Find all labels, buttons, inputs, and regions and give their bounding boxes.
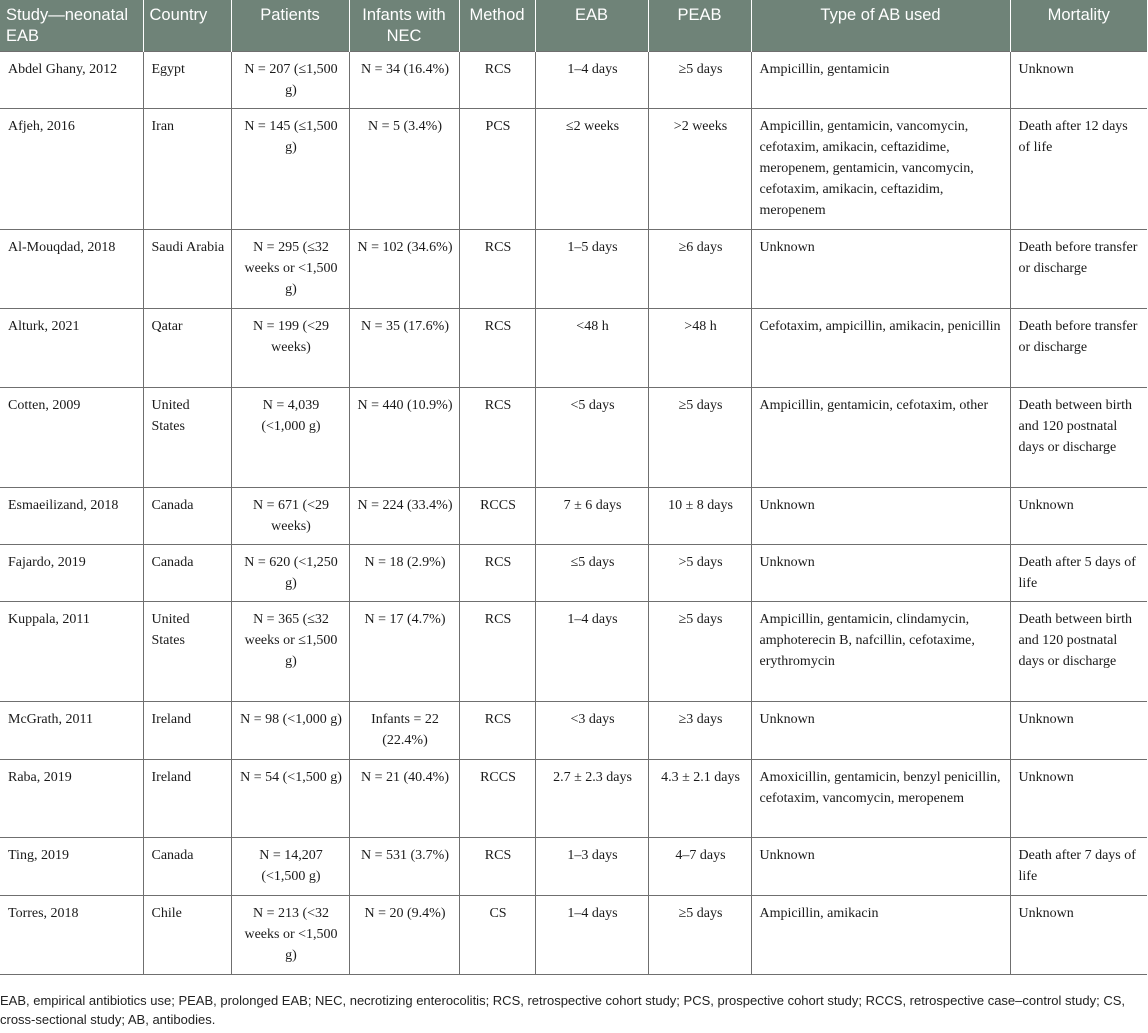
- infants-with-nec-cell: N = 18 (2.9%): [349, 545, 459, 602]
- table-row: [0, 388, 1147, 488]
- eab-cell: 1–4 days: [535, 602, 648, 702]
- eab-cell: 2.7 ± 2.3 days: [535, 760, 648, 838]
- patients-cell: N = 145 (≤1,500 g): [231, 109, 349, 230]
- infants-with-nec-cell: Infants = 22 (22.4%): [349, 702, 459, 760]
- peab-cell: ≥5 days: [648, 388, 751, 488]
- eab-cell: <48 h: [535, 309, 648, 388]
- type-of-ab-cell: Unknown: [751, 838, 1010, 896]
- eab-cell: ≤2 weeks: [535, 109, 648, 230]
- type-of-ab-cell: Cefotaxim, ampicillin, amikacin, penicillin: [751, 309, 1010, 388]
- method-cell: RCS: [459, 388, 535, 488]
- eab-cell: 1–3 days: [535, 838, 648, 896]
- type-of-ab-cell: Amoxicillin, gentamicin, benzyl penicillin, cefotaxim, vancomycin, meropenem: [751, 760, 1010, 838]
- mortality-cell: Death after 12 days of life: [1010, 109, 1147, 230]
- mortality-cell: Death between birth and 120 postnatal days or discharge: [1010, 388, 1147, 488]
- method-cell: RCCS: [459, 488, 535, 545]
- type-of-ab-cell: Ampicillin, gentamicin, clindamycin, amphoterecin B, nafcillin, cefotaxime, erythromycin: [751, 602, 1010, 702]
- peab-cell: ≥5 days: [648, 896, 751, 975]
- study-cell: Fajardo, 2019: [0, 545, 143, 602]
- header-method: Method: [459, 0, 535, 52]
- header-patients: Patients: [231, 0, 349, 52]
- infants-with-nec-cell: N = 17 (4.7%): [349, 602, 459, 702]
- peab-cell: ≥5 days: [648, 52, 751, 109]
- method-cell: RCS: [459, 545, 535, 602]
- peab-cell: >2 weeks: [648, 109, 751, 230]
- eab-cell: 1–4 days: [535, 52, 648, 109]
- mortality-cell: Death after 5 days of life: [1010, 545, 1147, 602]
- study-cell: Abdel Ghany, 2012: [0, 52, 143, 109]
- infants-with-nec-cell: N = 34 (16.4%): [349, 52, 459, 109]
- country-cell: Egypt: [143, 52, 231, 109]
- country-cell: Saudi Arabia: [143, 230, 231, 309]
- patients-cell: N = 365 (≤32 weeks or ≤1,500 g): [231, 602, 349, 702]
- header-peab: PEAB: [648, 0, 751, 52]
- patients-cell: N = 54 (<1,500 g): [231, 760, 349, 838]
- infants-with-nec-cell: N = 20 (9.4%): [349, 896, 459, 975]
- country-cell: United States: [143, 602, 231, 702]
- mortality-cell: Unknown: [1010, 760, 1147, 838]
- table-row: [0, 109, 1147, 230]
- header-mortality: Mortality: [1010, 0, 1147, 52]
- table-row: [0, 488, 1147, 545]
- country-cell: Qatar: [143, 309, 231, 388]
- peab-cell: 4.3 ± 2.1 days: [648, 760, 751, 838]
- mortality-cell: Unknown: [1010, 702, 1147, 760]
- method-cell: RCS: [459, 230, 535, 309]
- method-cell: PCS: [459, 109, 535, 230]
- country-cell: Chile: [143, 896, 231, 975]
- table-row: [0, 545, 1147, 602]
- patients-cell: N = 4,039 (<1,000 g): [231, 388, 349, 488]
- header-country: Country: [143, 0, 231, 52]
- header-type-of-ab: Type of AB used: [751, 0, 1010, 52]
- header-eab: EAB: [535, 0, 648, 52]
- eab-cell: <3 days: [535, 702, 648, 760]
- peab-cell: ≥5 days: [648, 602, 751, 702]
- type-of-ab-cell: Ampicillin, amikacin: [751, 896, 1010, 975]
- type-of-ab-cell: Ampicillin, gentamicin, cefotaxim, other: [751, 388, 1010, 488]
- patients-cell: N = 620 (<1,250 g): [231, 545, 349, 602]
- method-cell: CS: [459, 896, 535, 975]
- table-row: [0, 309, 1147, 388]
- mortality-cell: Unknown: [1010, 488, 1147, 545]
- infants-with-nec-cell: N = 5 (3.4%): [349, 109, 459, 230]
- eab-cell: <5 days: [535, 388, 648, 488]
- header-row: [0, 0, 1147, 52]
- peab-cell: ≥6 days: [648, 230, 751, 309]
- country-cell: Canada: [143, 838, 231, 896]
- infants-with-nec-cell: N = 224 (33.4%): [349, 488, 459, 545]
- table-row: [0, 896, 1147, 975]
- method-cell: RCS: [459, 602, 535, 702]
- eab-cell: 7 ± 6 days: [535, 488, 648, 545]
- study-cell: Ting, 2019: [0, 838, 143, 896]
- table-row: [0, 760, 1147, 838]
- header-infants-with-nec: Infants with NEC: [349, 0, 459, 52]
- mortality-cell: Unknown: [1010, 52, 1147, 109]
- patients-cell: N = 14,207 (<1,500 g): [231, 838, 349, 896]
- mortality-cell: Death between birth and 120 postnatal days or discharge: [1010, 602, 1147, 702]
- study-cell: Alturk, 2021: [0, 309, 143, 388]
- study-cell: Cotten, 2009: [0, 388, 143, 488]
- method-cell: RCCS: [459, 760, 535, 838]
- infants-with-nec-cell: N = 21 (40.4%): [349, 760, 459, 838]
- country-cell: Ireland: [143, 702, 231, 760]
- patients-cell: N = 199 (<29 weeks): [231, 309, 349, 388]
- peab-cell: 10 ± 8 days: [648, 488, 751, 545]
- mortality-cell: Unknown: [1010, 896, 1147, 975]
- peab-cell: >48 h: [648, 309, 751, 388]
- method-cell: RCS: [459, 702, 535, 760]
- eab-cell: 1–4 days: [535, 896, 648, 975]
- study-cell: Kuppala, 2011: [0, 602, 143, 702]
- infants-with-nec-cell: N = 531 (3.7%): [349, 838, 459, 896]
- patients-cell: N = 207 (≤1,500 g): [231, 52, 349, 109]
- eab-cell: ≤5 days: [535, 545, 648, 602]
- infants-with-nec-cell: N = 102 (34.6%): [349, 230, 459, 309]
- patients-cell: N = 295 (≤32 weeks or <1,500 g): [231, 230, 349, 309]
- mortality-cell: Death after 7 days of life: [1010, 838, 1147, 896]
- peab-cell: ≥3 days: [648, 702, 751, 760]
- type-of-ab-cell: Unknown: [751, 702, 1010, 760]
- peab-cell: 4–7 days: [648, 838, 751, 896]
- country-cell: Canada: [143, 545, 231, 602]
- table-row: [0, 52, 1147, 109]
- method-cell: RCS: [459, 838, 535, 896]
- study-cell: Afjeh, 2016: [0, 109, 143, 230]
- country-cell: Iran: [143, 109, 231, 230]
- type-of-ab-cell: Unknown: [751, 488, 1010, 545]
- study-cell: Raba, 2019: [0, 760, 143, 838]
- peab-cell: >5 days: [648, 545, 751, 602]
- mortality-cell: Death before transfer or discharge: [1010, 309, 1147, 388]
- patients-cell: N = 213 (<32 weeks or <1,500 g): [231, 896, 349, 975]
- table-row: [0, 702, 1147, 760]
- infants-with-nec-cell: N = 440 (10.9%): [349, 388, 459, 488]
- table-row: [0, 602, 1147, 702]
- country-cell: Canada: [143, 488, 231, 545]
- study-cell: Al-Mouqdad, 2018: [0, 230, 143, 309]
- mortality-cell: Death before transfer or discharge: [1010, 230, 1147, 309]
- study-cell: Esmaeilizand, 2018: [0, 488, 143, 545]
- type-of-ab-cell: Unknown: [751, 545, 1010, 602]
- infants-with-nec-cell: N = 35 (17.6%): [349, 309, 459, 388]
- header-study: Study—neonatal EAB: [0, 0, 143, 52]
- country-cell: Ireland: [143, 760, 231, 838]
- type-of-ab-cell: Ampicillin, gentamicin, vancomycin, cefotaxim, amikacin, ceftazidime, meropenem, gentamicin, vancomycin, cefotaxim, amikacin, ceftazidim, meropenem: [751, 109, 1010, 230]
- country-cell: United States: [143, 388, 231, 488]
- table-row: [0, 838, 1147, 896]
- table-row: [0, 230, 1147, 309]
- method-cell: RCS: [459, 52, 535, 109]
- patients-cell: N = 98 (<1,000 g): [231, 702, 349, 760]
- patients-cell: N = 671 (<29 weeks): [231, 488, 349, 545]
- method-cell: RCS: [459, 309, 535, 388]
- study-cell: McGrath, 2011: [0, 702, 143, 760]
- study-cell: Torres, 2018: [0, 896, 143, 975]
- type-of-ab-cell: Ampicillin, gentamicin: [751, 52, 1010, 109]
- table-footnote: EAB, empirical antibiotics use; PEAB, prolonged EAB; NEC, necrotizing enterocolitis; RCS, retrospective cohort study; PCS, prospective cohort study; RCCS, retrospective case–control study; CS, cross-sectional study; AB, antibodies.: [0, 993, 1125, 1027]
- type-of-ab-cell: Unknown: [751, 230, 1010, 309]
- eab-cell: 1–5 days: [535, 230, 648, 309]
